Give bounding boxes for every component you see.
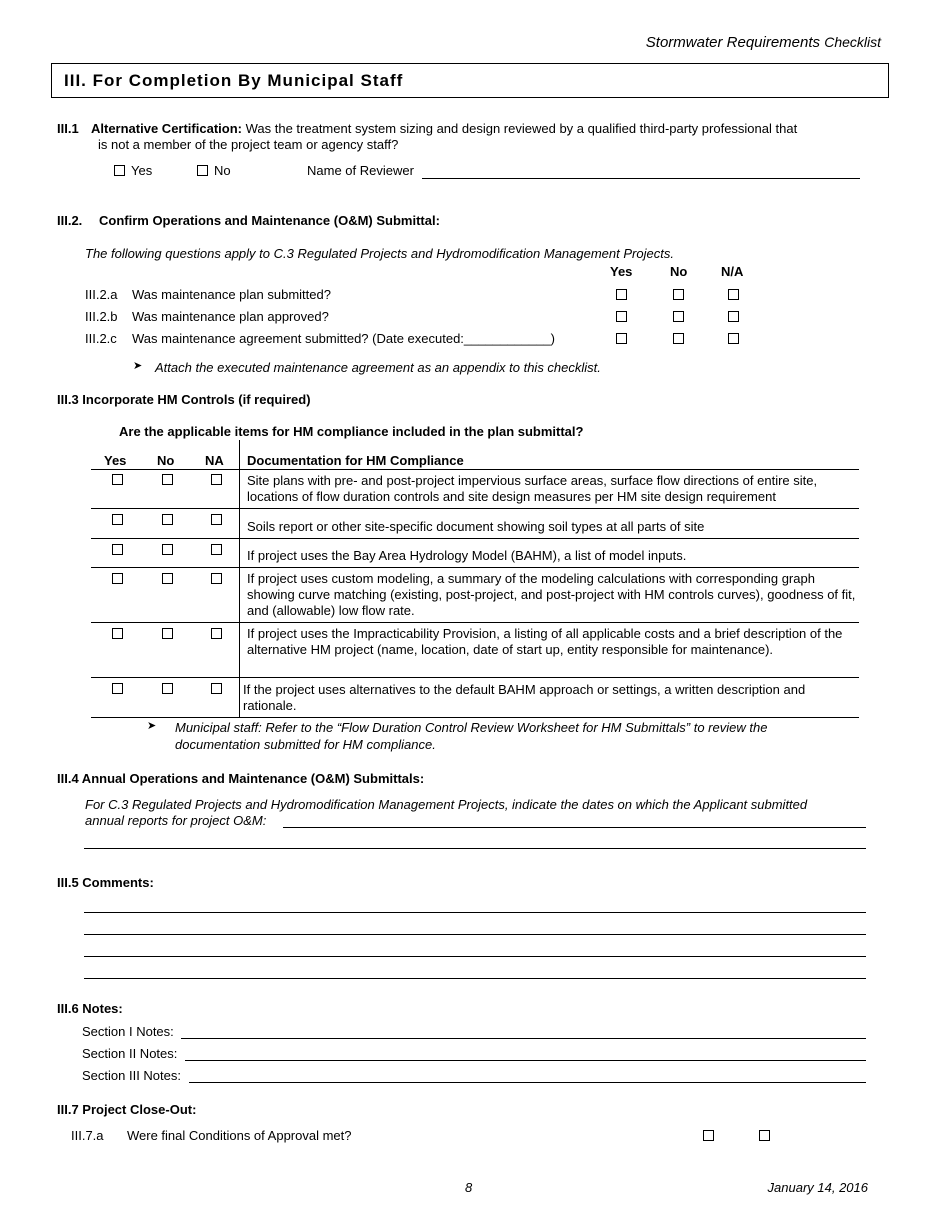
hm3-na-checkbox[interactable]	[211, 544, 222, 555]
iii1-question-line2: is not a member of the project team or agency staff?	[98, 137, 399, 152]
hm-col-yes: Yes	[104, 453, 127, 468]
iii2c-yes-checkbox[interactable]	[616, 333, 627, 344]
iii1-reviewer-label: Name of Reviewer	[307, 163, 414, 178]
comments-line[interactable]	[84, 912, 866, 913]
iii7-item-num: III.7.a	[71, 1128, 104, 1143]
iii2-note: Attach the executed maintenance agreement as an appendix to this checklist.	[155, 360, 601, 375]
table-row	[91, 538, 859, 567]
hm5-yes-checkbox[interactable]	[112, 628, 123, 639]
iii5-title: III.5 Comments:	[57, 875, 154, 890]
iii7a-no-checkbox[interactable]	[759, 1130, 770, 1141]
comments-line[interactable]	[84, 978, 866, 979]
iii7a-yes-checkbox[interactable]	[703, 1130, 714, 1141]
hm2-yes-checkbox[interactable]	[112, 514, 123, 525]
section3-notes-field[interactable]	[189, 1082, 866, 1083]
hm-row-text: If the project uses alternatives to the default BAHM approach or settings, a written description and rationale.	[243, 682, 806, 713]
hm3-yes-checkbox[interactable]	[112, 544, 123, 555]
hm6-yes-checkbox[interactable]	[112, 683, 123, 694]
iii1-question-line1: Was the treatment system sizing and design reviewed by a qualified third-party professional that	[245, 121, 798, 136]
hm4-no-checkbox[interactable]	[162, 573, 173, 584]
hm-row-text: If project uses the Impracticability Provision, a listing of all applicable costs and a brief description of the alternative HM project (name, location, date of start up, entity responsible for maintenance).	[247, 626, 843, 657]
iii2-col-yes: Yes	[610, 264, 633, 279]
iii1-yes-checkbox[interactable]	[114, 165, 125, 176]
iii2-item-num: III.2.c	[85, 331, 117, 346]
iii4-field-line1[interactable]	[283, 827, 866, 828]
section-title: III. For Completion By Municipal Staff	[64, 71, 404, 90]
iii2-title: Confirm Operations and Maintenance (O&M) Submittal:	[99, 213, 440, 228]
section3-notes-label: Section III Notes:	[82, 1068, 181, 1083]
iii2-item-num: III.2.b	[85, 309, 118, 324]
hm-row-text: If project uses the Bay Area Hydrology Model (BAHM), a list of model inputs.	[247, 548, 687, 563]
hm-col-doc: Documentation for HM Compliance	[247, 453, 464, 468]
arrow-bullet-icon: ➤	[147, 720, 157, 732]
iii4-text-line2: annual reports for project O&M:	[85, 813, 267, 828]
iii4-text-line1: For C.3 Regulated Projects and Hydromodification Management Projects, indicate the dates on which the Applicant submitted	[85, 797, 808, 812]
iii1-label: Alternative Certification:	[91, 121, 242, 136]
hm-row-text: Site plans with pre- and post-project impervious surface areas, surface flow directions of entire site, locations of flow duration controls and site design measures per HM site design requirement	[247, 473, 818, 504]
iii2-intro: The following questions apply to C.3 Regulated Projects and Hydromodification Management Projects.	[85, 246, 674, 261]
iii2c-na-checkbox[interactable]	[728, 333, 739, 344]
iii2a-yes-checkbox[interactable]	[616, 289, 627, 300]
header-title-suffix: Checklist	[824, 34, 881, 50]
hm3-no-checkbox[interactable]	[162, 544, 173, 555]
iii2b-yes-checkbox[interactable]	[616, 311, 627, 322]
iii1-yes-label: Yes	[131, 163, 153, 178]
iii7-item-text: Were final Conditions of Approval met?	[127, 1128, 352, 1143]
comments-line[interactable]	[84, 934, 866, 935]
hm5-na-checkbox[interactable]	[211, 628, 222, 639]
hm6-no-checkbox[interactable]	[162, 683, 173, 694]
section2-notes-label: Section II Notes:	[82, 1046, 178, 1061]
hm-row-text: If project uses custom modeling, a summary of the modeling calculations with corresponding graph showing curve matching (existing, post-project, and post-project with HM controls curves), goodness of fit, and (allowable) low flow rate.	[247, 571, 856, 618]
table-row	[91, 508, 859, 538]
hm4-na-checkbox[interactable]	[211, 573, 222, 584]
section2-notes-field[interactable]	[185, 1060, 866, 1061]
iii2-item-text: Was maintenance agreement submitted? (Date executed:____________)	[132, 331, 556, 346]
iii2c-no-checkbox[interactable]	[673, 333, 684, 344]
hm-table-bottom-rule	[91, 717, 859, 718]
iii2b-na-checkbox[interactable]	[728, 311, 739, 322]
hm4-yes-checkbox[interactable]	[112, 573, 123, 584]
iii6-title: III.6 Notes:	[57, 1001, 123, 1016]
table-row	[91, 469, 859, 508]
iii2-item-text: Was maintenance plan submitted?	[132, 287, 331, 302]
arrow-bullet-icon: ➤	[133, 360, 143, 372]
iii2-item-text: Was maintenance plan approved?	[132, 309, 329, 324]
header-title: Stormwater Requirements	[645, 34, 821, 51]
iii2a-na-checkbox[interactable]	[728, 289, 739, 300]
page-number: 8	[465, 1180, 473, 1195]
iii4-field-line2[interactable]	[84, 848, 866, 849]
iii2-number: III.2.	[57, 213, 83, 228]
iii3-title: III.3 Incorporate HM Controls (if required)	[57, 392, 311, 407]
hm6-na-checkbox[interactable]	[211, 683, 222, 694]
iii2-col-no: No	[670, 264, 688, 279]
hm-col-na: NA	[205, 453, 224, 468]
table-row	[91, 677, 859, 717]
iii1-reviewer-field[interactable]	[422, 178, 860, 179]
page-header	[646, 34, 881, 51]
iii2b-no-checkbox[interactable]	[673, 311, 684, 322]
iii1-no-label: No	[214, 163, 231, 178]
hm-col-no: No	[157, 453, 175, 468]
hm2-na-checkbox[interactable]	[211, 514, 222, 525]
hm-note-line1: Municipal staff: Refer to the “Flow Duration Control Review Worksheet for HM Submittals” to review the	[175, 720, 768, 735]
table-row	[91, 567, 859, 622]
hm-note-line2: documentation submitted for HM compliance.	[175, 737, 436, 752]
iii2-col-na: N/A	[721, 264, 744, 279]
table-row	[91, 622, 859, 677]
section1-notes-field[interactable]	[181, 1038, 866, 1039]
iii2a-no-checkbox[interactable]	[673, 289, 684, 300]
iii1-question	[91, 121, 871, 136]
hm2-no-checkbox[interactable]	[162, 514, 173, 525]
comments-line[interactable]	[84, 956, 866, 957]
footer-date: January 14, 2016	[767, 1180, 868, 1195]
iii1-number: III.1	[57, 121, 79, 136]
section-title-box	[51, 63, 889, 98]
iii2-item-num: III.2.a	[85, 287, 118, 302]
iii4-title: III.4 Annual Operations and Maintenance (O&M) Submittals:	[57, 771, 425, 786]
iii7-title: III.7 Project Close-Out:	[57, 1102, 197, 1117]
hm1-yes-checkbox[interactable]	[112, 474, 123, 485]
hm1-no-checkbox[interactable]	[162, 474, 173, 485]
iii1-no-checkbox[interactable]	[197, 165, 208, 176]
hm5-no-checkbox[interactable]	[162, 628, 173, 639]
section1-notes-label: Section I Notes:	[82, 1024, 174, 1039]
iii3-question: Are the applicable items for HM compliance included in the plan submittal?	[119, 424, 584, 439]
hm1-na-checkbox[interactable]	[211, 474, 222, 485]
hm-row-text: Soils report or other site-specific document showing soil types at all parts of site	[247, 519, 705, 534]
